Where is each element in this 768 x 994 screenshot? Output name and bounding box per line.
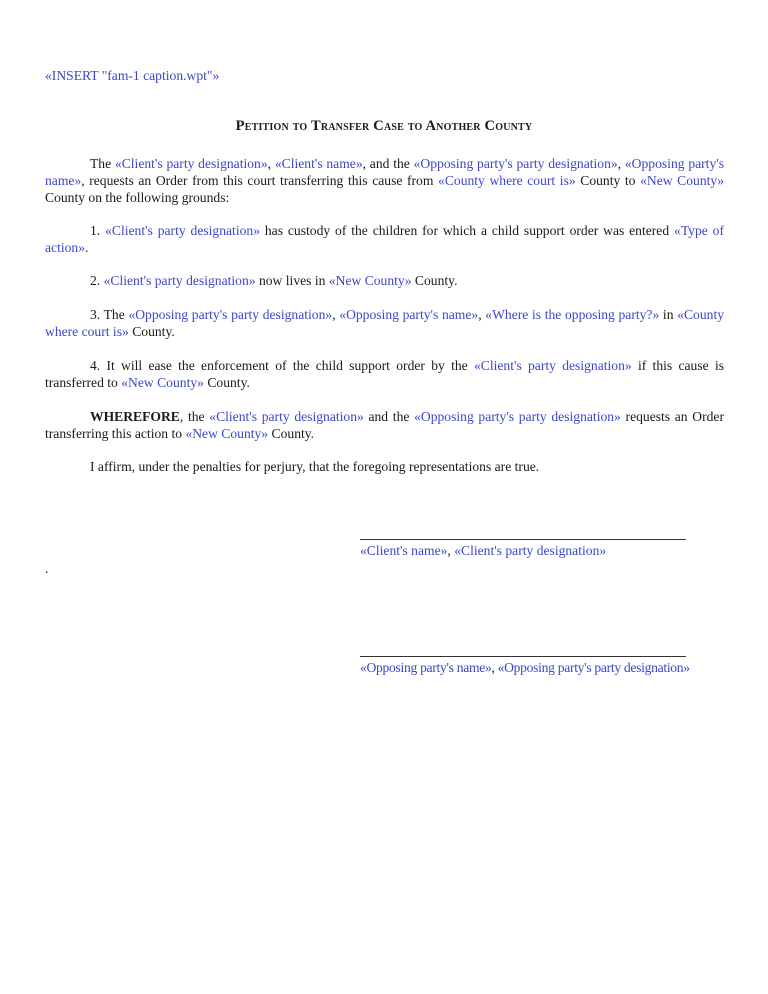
field-opposing-name: «Opposing party's name»: [339, 307, 479, 322]
paragraph-intro: The «Client's party designation», «Client's name», and the «Opposing party's party designation», «Opposing party's name», requests an Order from this court transferring this cause from «County where court is» County to «New County» County on the following grounds:: [45, 156, 724, 205]
field-new-county: «New County»: [328, 273, 412, 288]
field-opposing-party: «Opposing party's party designation»: [414, 409, 621, 424]
paragraph-ground-4: 4. It will ease the enforcement of the child support order by the «Client's party designation» if this cause is transferred to «New County» County.: [45, 358, 725, 390]
signature-label-opposing: «Opposing party's name», «Opposing party's party designation»: [360, 660, 690, 675]
field-client-name: «Client's name»: [274, 156, 363, 171]
paragraph-wherefore: WHEREFORE, the «Client's party designation» and the «Opposing party's party designation» requests an Order transferring this action to «New County» County.: [45, 409, 724, 441]
field-type-of-action: «Type of action»: [45, 223, 724, 255]
field-client-party: «Client's party designation»: [103, 273, 256, 288]
field-opposing-name: «Opposing party's name»: [45, 156, 724, 188]
insert-caption-field: «INSERT "fam-1 caption.wpt"»: [45, 68, 220, 83]
field-new-county: «New County»: [121, 375, 204, 390]
field-new-county: «New County»: [640, 173, 724, 188]
field-client-party: «Client's party designation»: [209, 409, 364, 424]
field-new-county: «New County»: [185, 426, 269, 441]
field-client-party: «Client's party designation»: [114, 156, 268, 171]
paragraph-ground-1: 1. «Client's party designation» has custody of the children for which a child support order was entered «Type of action».: [45, 223, 724, 255]
field-court-county: «County where court is»: [438, 173, 576, 188]
field-opposing-party: «Opposing party's party designation»: [128, 307, 333, 322]
document-title: Petition to Transfer Case to Another County: [235, 118, 533, 134]
field-court-county: «County where court is»: [45, 307, 725, 339]
field-client-party: «Client's party designation»: [473, 358, 632, 373]
field-opposing-party: «Opposing party's party designation»: [413, 156, 618, 171]
paragraph-ground-2: 2. «Client's party designation» now lives in «New County» County.: [90, 273, 458, 288]
paragraph-ground-3: 3. The «Opposing party's party designation», «Opposing party's name», «Where is the opposing party?» in «County where court is» County.: [45, 307, 725, 339]
signature-line-client: [360, 539, 686, 540]
field-client-party: «Client's party designation»: [105, 223, 260, 238]
signature-line-opposing: [360, 656, 686, 657]
field-where-opposing-party: «Where is the opposing party?»: [485, 307, 660, 322]
paragraph-affirmation: I affirm, under the penalties for perjury, that the foregoing representations are true.: [90, 459, 540, 474]
stray-period: .: [45, 561, 49, 576]
signature-label-client: «Client's name», «Client's party designation»: [360, 543, 607, 558]
